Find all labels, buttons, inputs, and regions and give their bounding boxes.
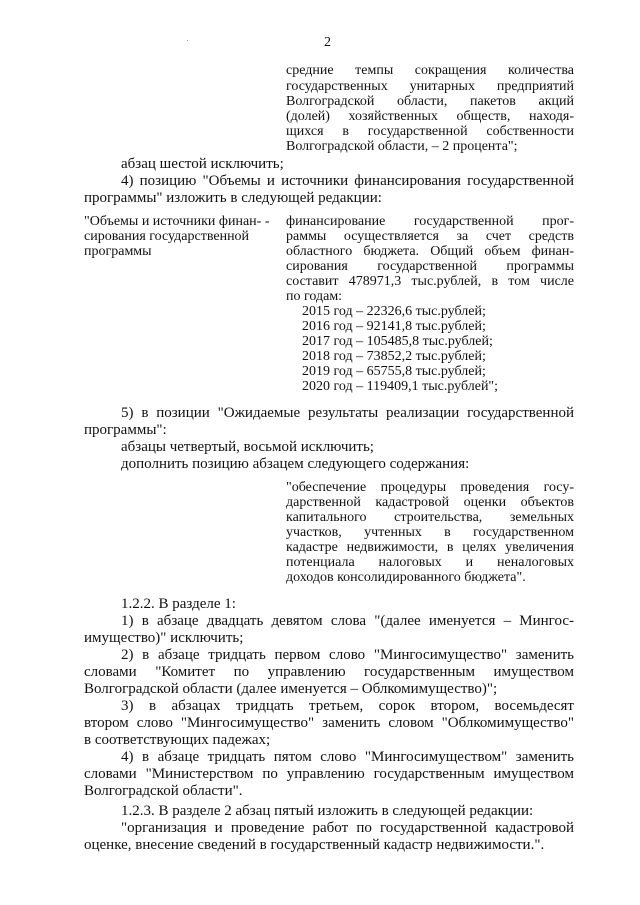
item-2-line-3: Волгоградской области (далее именуется – Облкомимущество)";	[84, 681, 498, 697]
year-line-2019: 2019 год – 65755,8 тыс.рублей;	[302, 364, 486, 379]
item-3-line-3: в соответствующих падежах;	[84, 732, 271, 748]
paragraph-position-5-line-2: программы":	[84, 422, 167, 438]
item-1-line-1: 1) в абзаце двадцать девятом слова "(далее именуется – Мингос-	[121, 613, 574, 629]
table-right-line-5: составит 478971,3 тыс.рублей, в том числе	[286, 274, 574, 289]
paragraph-position-5-line-1: 5) в позиции "Ожидаемые результаты реализации государственной	[121, 405, 574, 421]
item-1-line-2: имущество)" исключить;	[84, 630, 244, 646]
final-paragraph-line-2: оценке, внесение сведений в государственный кадастр недвижимости.".	[84, 837, 545, 853]
quote-line-4: участков, учтенных в государственном	[286, 525, 574, 540]
top-block-line-3: Волгоградской области, пакетов акций	[286, 94, 574, 109]
quote-line-3: капитального строительства, земельных	[286, 510, 574, 525]
section-1-2-3-heading: 1.2.3. В разделе 2 абзац пятый изложить в следующей редакции:	[121, 803, 534, 819]
top-block-line-4: (долей) хозяйственных обществ, находя-	[286, 109, 574, 124]
year-line-2018: 2018 год – 73852,2 тыс.рублей;	[302, 349, 486, 364]
item-2-line-2: словами "Комитет по управлению государственным имуществом	[84, 664, 574, 680]
final-paragraph-line-1: "организация и проведение работ по государственной кадастровой	[121, 820, 574, 836]
paragraph-position-4-line-2: программы" изложить в следующей редакции:	[84, 190, 382, 206]
item-4-line-2: словами "Министерством по управлению государственным имуществом	[84, 766, 574, 782]
item-3-line-2: втором слово "Мингосимущество" заменить словом "Облкомимущество"	[84, 715, 574, 731]
paragraph-delete-sixth: абзац шестой исключить;	[121, 156, 284, 172]
paragraph-position-4-line-1: 4) позицию "Объемы и источники финансирования государственной	[121, 173, 574, 189]
quote-line-7: доходов консолидированного бюджета".	[286, 570, 526, 585]
year-line-2020: 2020 год – 119409,1 тыс.рублей";	[302, 379, 499, 394]
table-left-line-1: "Объемы и источники финан- -	[84, 214, 270, 229]
table-right-line-6: по годам:	[286, 289, 343, 304]
quote-line-5: кадастре недвижимости, в целях увеличения	[286, 540, 574, 555]
year-line-2015: 2015 год – 22326,6 тыс.рублей;	[302, 304, 486, 319]
top-block-line-6: Волгоградской области, – 2 процента";	[286, 139, 518, 154]
year-line-2016: 2016 год – 92141,8 тыс.рублей;	[302, 319, 486, 334]
top-block-line-5: щихся в государственной собственности	[286, 124, 574, 139]
year-line-2017: 2017 год – 105485,8 тыс.рублей;	[302, 334, 493, 349]
quote-line-1: "обеспечение процедуры проведения госу-	[286, 480, 574, 495]
table-left-line-2: сирования государственной	[84, 229, 250, 244]
table-right-line-3: областного бюджета. Общий объем финан-	[286, 244, 574, 259]
paragraph-add-position: дополнить позицию абзацем следующего содержания:	[121, 456, 470, 472]
table-right-line-1: финансирование государственной прог-	[286, 214, 574, 229]
item-4-line-1: 4) в абзаце тридцать пятом слово "Мингосимуществом" заменить	[121, 749, 574, 765]
item-2-line-1: 2) в абзаце тридцать первом слово "Мингосимущество" заменить	[121, 647, 574, 663]
top-block-line-2: государственных унитарных предприятий	[286, 79, 574, 94]
quote-line-6: потенциала налоговых и неналоговых	[286, 555, 574, 570]
page-number: 2	[324, 35, 331, 50]
table-right-line-4: сирования государственной программы	[286, 259, 574, 274]
table-right-line-2: раммы осуществляется за счет средств	[286, 229, 574, 244]
top-block-line-1: средние темпы сокращения количества	[286, 63, 574, 78]
table-left-line-3: программы	[84, 244, 152, 259]
scan-speck	[187, 40, 188, 41]
paragraph-delete-fourth-eighth: абзацы четвертый, восьмой исключить;	[121, 439, 374, 455]
item-3-line-1: 3) в абзацах тридцать третьем, сорок втором, восемьдесят	[121, 698, 574, 714]
item-4-line-3: Волгоградской области".	[84, 783, 243, 799]
section-1-2-2-heading: 1.2.2. В разделе 1:	[121, 596, 236, 612]
quote-line-2: дарственной кадастровой оценки объектов	[286, 495, 574, 510]
